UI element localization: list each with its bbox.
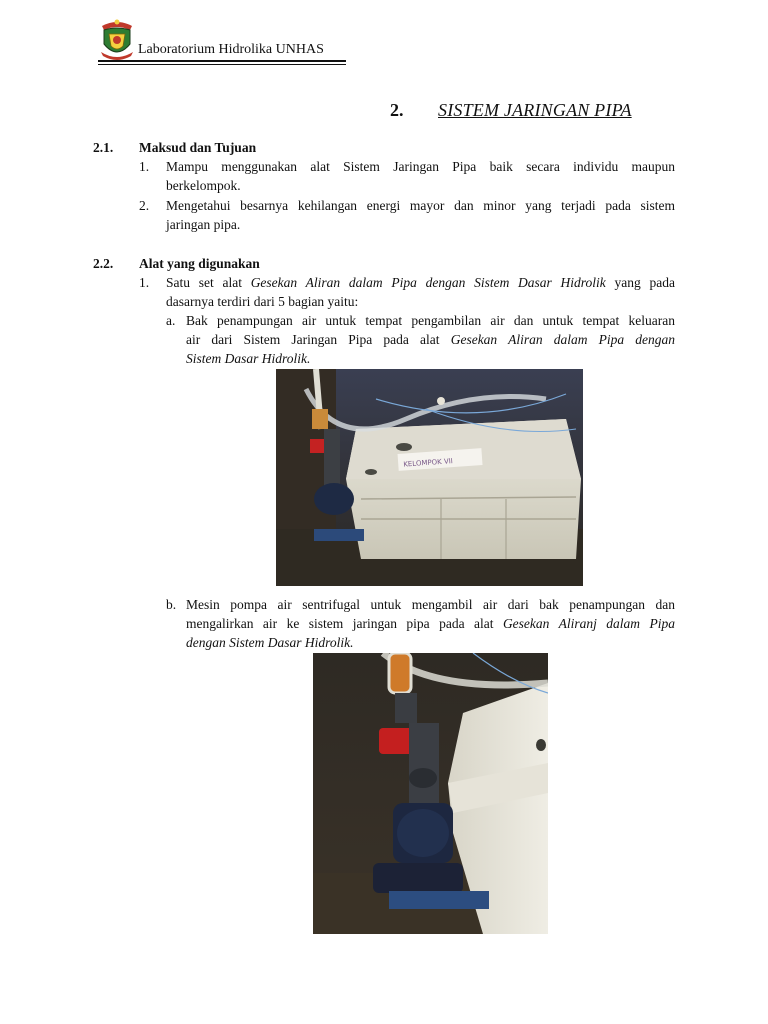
sub-list-marker: a.	[166, 313, 176, 328]
section-number-2-1: 2.1.	[93, 140, 114, 155]
list-item-text: dasarnya terdiri dari 5 bagian yaitu:	[166, 294, 359, 309]
sub-list-text: air dari Sistem Jaringan Pipa pada alat Gesekan Aliran dalam Pipa dengan	[186, 332, 676, 347]
list-item-text: Mengetahui besarnya kehilangan energi mayor dan minor yang terjadi pada sistem	[166, 198, 675, 213]
list-item-text: jaringan pipa.	[166, 217, 241, 232]
sub-list-text: mengalirkan air ke sistem jaringan pipa pada alat Gesekan Aliranj dalam Pipa	[186, 616, 675, 631]
water-tank-image	[276, 369, 583, 586]
sub-list-text: Mesin pompa air sentrifugal untuk mengambil air dari bak penampungan dan	[186, 597, 675, 612]
sub-list-text: dengan Sistem Dasar Hidrolik.	[186, 635, 354, 650]
photo-centrifugal-pump	[313, 653, 548, 934]
university-logo-icon	[98, 16, 136, 62]
header-rule	[98, 60, 346, 62]
section-number-2-2: 2.2.	[93, 256, 114, 271]
section-title-2-1: Maksud dan Tujuan	[139, 140, 257, 155]
photo-water-tank	[276, 369, 583, 586]
sub-list-text: Bak penampungan air untuk tempat pengambilan air dan untuk tempat keluaran	[186, 313, 675, 328]
pump-image	[313, 653, 548, 934]
section-title-2-2: Alat yang digunakan	[139, 256, 260, 271]
header-lab-name: Laboratorium Hidrolika UNHAS	[138, 42, 324, 57]
sub-list-marker: b.	[166, 597, 177, 612]
list-item-text: berkelompok.	[166, 178, 241, 193]
list-marker: 1.	[139, 159, 150, 174]
list-item-text: Mampu menggunakan alat Sistem Jaringan Pipa baik secara individu maupun	[166, 159, 675, 174]
chapter-number: 2.	[390, 100, 404, 120]
tank-label: KELOMPOK VII	[403, 457, 454, 469]
list-item-text: Satu set alat Gesekan Aliran dalam Pipa dengan Sistem Dasar Hidrolik yang pada	[166, 275, 675, 290]
list-marker: 2.	[139, 198, 150, 213]
sub-list-text: Sistem Dasar Hidrolik.	[186, 351, 311, 366]
header-rule-thin	[98, 64, 346, 65]
page-header	[98, 14, 346, 64]
chapter-title: SISTEM JARINGAN PIPA	[438, 100, 632, 120]
chapter-heading	[390, 100, 632, 121]
list-marker: 1.	[139, 275, 150, 290]
